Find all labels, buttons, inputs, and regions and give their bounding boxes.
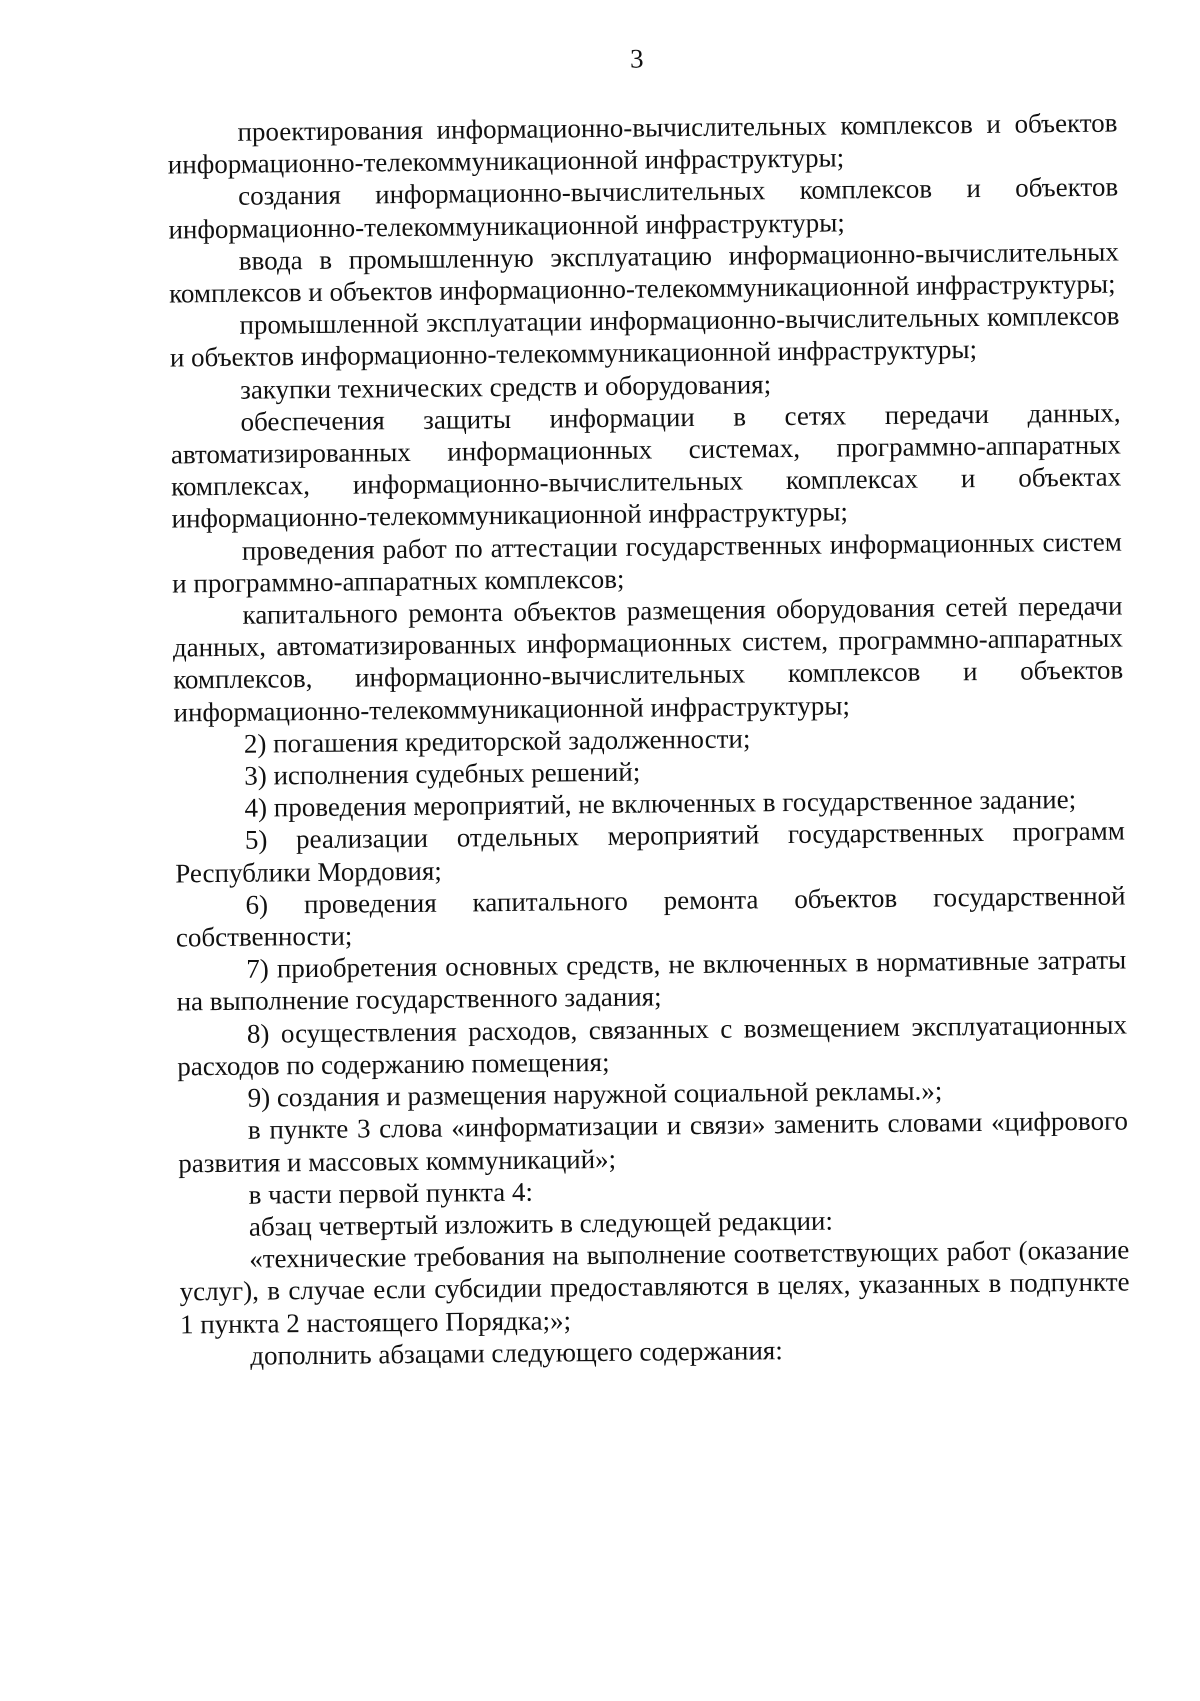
paragraph: в части первой пункта 4: [248,1176,534,1210]
paragraph: обеспечения защиты информации в сетях передачи данных, автоматизированных информационных системах, программно-аппаратных комплексах, информационно-вычислительных комплексах и объектах информационно-телекоммуникационной инфраструктуры; [170,397,1122,534]
page-number: 3 [629,43,644,74]
list-item: 9) создания и размещения наружной социальной рекламы.»; [247,1075,943,1113]
paragraph: в пункте 3 слова «информатизации и связи» заменить словами «цифрового развития и массовых коммуникаций»; [178,1105,1129,1178]
paragraph: ввода в промышленную эксплуатацию информационно-вычислительных комплексов и объектов информационно-телекоммуникационной инфраструктуры; [169,236,1119,309]
list-item: 3) исполнения судебных решений; [244,756,641,791]
paragraph: капитального ремонта объектов размещения оборудования сетей передачи данных, автоматизированных информационных систем, программно-аппаратных комплексов, информационно-вычислительных комплексов и объектов информационно-телекоммуникационной инфраструктуры; [172,590,1124,728]
quoted-paragraph: «технические требования на выполнение соответствующих работ (оказание услуг), в случае если субсидии предоставляются в целях, указанных в подпункте 1 пункта 2 настоящего Порядка;»; [179,1234,1130,1339]
list-item: 4) проведения мероприятий, не включенных в государственное задание; [244,784,1077,823]
paragraph: проведения работ по аттестации государственных информационных систем и программно-аппаратных комплексов; [172,526,1122,599]
list-item: 7) приобретения основных средств, не включенных в нормативные затраты на выполнение государственного задания; [176,944,1127,1017]
paragraph: создания информационно-вычислительных комплексов и объектов информационно-телекоммуникационной инфраструктуры; [168,171,1119,245]
document-body [167,107,1130,1373]
paragraph: закупки технических средств и оборудования; [240,368,772,405]
paragraph: проектирования информационно-вычислительных комплексов и объектов информационно-телекоммуникационной инфраструктуры; [167,107,1118,180]
list-item: 6) проведения капитального ремонта объектов государственной собственности; [175,880,1126,953]
list-item: 8) осуществления расходов, связанных с возмещением эксплуатационных расходов по содержанию помещения; [177,1009,1128,1082]
paragraph: промышленной эксплуатации информационно-вычислительных комплексов и объектов информационно-телекоммуникационной инфраструктуры; [169,300,1120,373]
list-item: 2) погашения кредиторской задолженности; [243,723,751,759]
paragraph: дополнить абзацами следующего содержания: [250,1334,783,1371]
list-item: 5) реализации отдельных мероприятий государственных программ Республики Мордовия; [175,815,1126,889]
paragraph: абзац четвертый изложить в следующей редакции: [248,1205,834,1242]
